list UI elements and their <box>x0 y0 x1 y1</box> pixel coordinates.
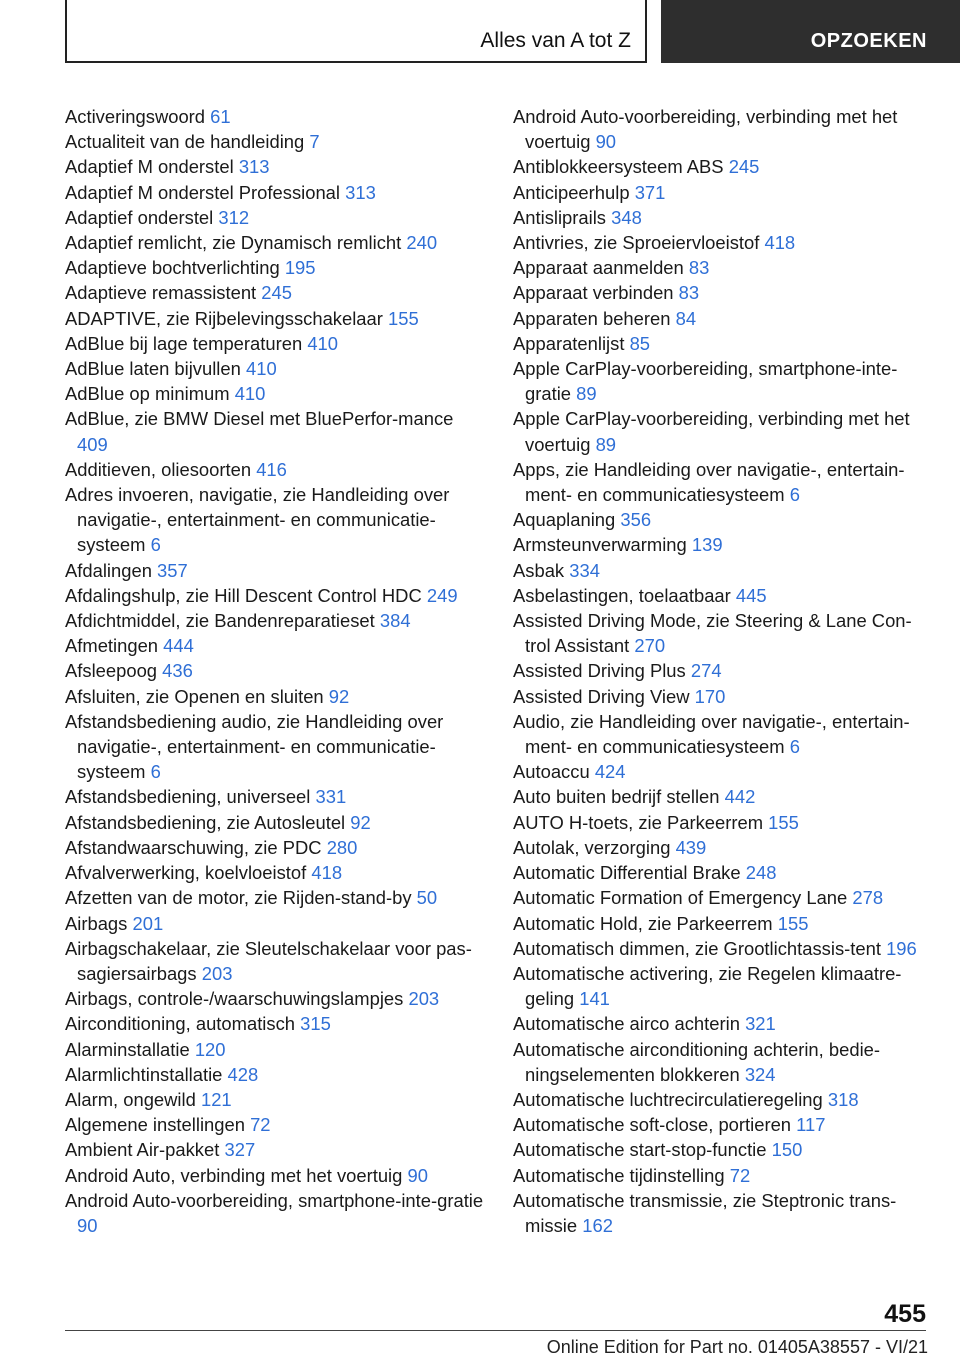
index-term: Apparaat aanmelden <box>513 257 684 279</box>
page-link[interactable]: 201 <box>132 912 164 934</box>
index-term: Afmetingen <box>65 635 159 657</box>
page-link[interactable]: 89 <box>576 383 597 405</box>
index-entry <box>513 230 933 255</box>
page-link[interactable]: 83 <box>688 257 710 279</box>
index-term: Android Auto, verbinding met het voertuig <box>65 1164 403 1186</box>
page-link[interactable]: 203 <box>201 962 233 984</box>
page-link[interactable]: 72 <box>729 1164 751 1186</box>
page-link[interactable]: 409 <box>77 433 108 455</box>
page-link[interactable]: 92 <box>328 685 350 707</box>
page-link[interactable]: 278 <box>852 887 884 909</box>
index-term: Adres invoeren, navigatie, zie Handleiding over navigatie-, entertainment- en communicatie-systeem <box>65 484 450 556</box>
index-term: Antivries, zie Sproeiervloeistof <box>513 232 760 254</box>
index-term: Automatische airconditioning achterin, bedie-ningselementen blokkeren <box>513 1038 881 1085</box>
index-term: Antiblokkeersysteem ABS <box>513 156 724 178</box>
page-link[interactable]: 324 <box>744 1063 776 1085</box>
index-entry <box>65 1137 485 1162</box>
index-term: Algemene instellingen <box>65 1114 245 1136</box>
index-entry <box>65 180 485 205</box>
index-entry <box>513 406 933 456</box>
page-link[interactable]: 155 <box>388 307 419 329</box>
page-link[interactable]: 6 <box>150 534 161 556</box>
index-entry <box>513 1188 933 1238</box>
index-entry <box>513 1137 933 1162</box>
index-term: Afsleepoog <box>65 660 158 682</box>
index-term: Afstandsbediening, universeel <box>65 786 311 808</box>
page-link[interactable]: 327 <box>224 1139 256 1161</box>
page-link[interactable]: 141 <box>579 988 610 1010</box>
index-term: Aquaplaning <box>513 509 616 531</box>
page-link[interactable]: 356 <box>620 509 652 531</box>
index-entry <box>65 230 485 255</box>
page-link[interactable]: 245 <box>728 156 760 178</box>
index-term: Afstandwaarschuwing, zie PDC <box>65 836 322 858</box>
page-link[interactable]: 85 <box>629 332 651 354</box>
index-entry <box>513 1011 933 1036</box>
page-link[interactable]: 117 <box>796 1114 826 1136</box>
page-link[interactable]: 331 <box>315 786 347 808</box>
index-term: Automatische transmissie, zie Steptronic trans-missie <box>513 1189 897 1236</box>
page-link[interactable]: 418 <box>764 232 796 254</box>
page-link[interactable]: 410 <box>234 383 266 405</box>
index-term: Assisted Driving Mode, zie Steering & Lane Con-trol Assistant <box>513 610 912 657</box>
index-term: Automatische luchtrecirculatieregeling <box>513 1088 823 1110</box>
page-link[interactable]: 150 <box>771 1139 803 1161</box>
index-term: ADAPTIVE, zie Rijbelevingsschakelaar <box>65 307 383 329</box>
page-link[interactable]: 120 <box>194 1038 226 1060</box>
index-term: Asbelastingen, toelaatbaar <box>513 584 731 606</box>
index-term: Apparatenlijst <box>513 332 625 354</box>
index-term: Apparaten beheren <box>513 307 671 329</box>
page-link[interactable]: 249 <box>426 584 458 606</box>
page-link[interactable]: 444 <box>163 635 194 657</box>
index-term: Alarm, ongewild <box>65 1088 196 1110</box>
index-term: Adaptieve bochtverlichting <box>65 257 280 279</box>
index-entry <box>65 1112 485 1137</box>
index-term: Afstandsbediening, zie Autosleutel <box>65 811 346 833</box>
page-link[interactable]: 270 <box>634 635 666 657</box>
page-link[interactable]: 313 <box>345 181 376 203</box>
page-link[interactable]: 72 <box>250 1114 271 1136</box>
index-entry <box>65 406 485 456</box>
index-term: Anticipeerhulp <box>513 181 630 203</box>
page-link[interactable]: 50 <box>416 887 438 909</box>
page-link[interactable]: 384 <box>379 610 411 632</box>
index-term: AUTO H-toets, zie Parkeerrem <box>513 811 764 833</box>
page-link[interactable]: 245 <box>261 282 292 304</box>
index-term: Automatic Hold, zie Parkeerrem <box>513 912 773 934</box>
index-term: Apparaat verbinden <box>513 282 674 304</box>
section-tab <box>65 0 647 63</box>
index-entry <box>65 860 485 885</box>
index-entry <box>65 810 485 835</box>
page-link[interactable]: 89 <box>595 433 617 455</box>
index-term: Apple CarPlay-voorbereiding, verbinding met het voertuig <box>513 408 910 455</box>
index-entry <box>513 154 933 179</box>
index-entry <box>513 835 933 860</box>
page-link[interactable]: 410 <box>245 358 277 380</box>
index-entry <box>65 936 485 986</box>
index-term: Autolak, verzorging <box>513 836 671 858</box>
index-term: Airbagschakelaar, zie Sleutelschakelaar voor pas-sagiersairbags <box>65 937 472 984</box>
index-term: Airbags <box>65 912 128 934</box>
index-term: AdBlue bij lage temperaturen <box>65 332 303 354</box>
index-term: Assisted Driving Plus <box>513 660 686 682</box>
index-entry <box>65 280 485 305</box>
index-term: AdBlue op minimum <box>65 383 230 405</box>
page-link[interactable]: 7 <box>309 131 320 153</box>
index-entry <box>65 608 485 633</box>
index-term: AdBlue laten bijvullen <box>65 358 241 380</box>
index-entry <box>65 633 485 658</box>
index-term: Automatic Differential Brake <box>513 862 741 884</box>
page-link[interactable]: 428 <box>227 1063 259 1085</box>
page-link[interactable]: 418 <box>311 862 343 884</box>
index-entry <box>65 331 485 356</box>
index-entry <box>65 129 485 154</box>
index-entry <box>513 1037 933 1087</box>
index-column-right <box>513 104 933 1238</box>
page-link[interactable]: 274 <box>690 660 722 682</box>
index-entry <box>513 608 933 658</box>
index-term: Afvalverwerking, koelvloeistof <box>65 862 307 884</box>
page-link[interactable]: 203 <box>408 988 440 1010</box>
page-link[interactable]: 312 <box>218 206 250 228</box>
index-term: Automatische tijdinstelling <box>513 1164 725 1186</box>
footer-divider <box>65 1330 926 1331</box>
index-term: Afsluiten, zie Openen en sluiten <box>65 685 324 707</box>
index-entry <box>513 810 933 835</box>
index-term: Adaptief M onderstel Professional <box>65 181 340 203</box>
index-entry <box>65 784 485 809</box>
index-entry <box>513 558 933 583</box>
index-entry <box>65 356 485 381</box>
page-link[interactable]: 313 <box>238 156 270 178</box>
index-entry <box>513 936 933 961</box>
lookup-tab-label: OPZOEKEN <box>810 30 927 52</box>
index-term: AdBlue, zie BMW Diesel met BluePerfor-mance <box>65 408 454 430</box>
index-entry <box>65 986 485 1011</box>
index-entry <box>513 255 933 280</box>
index-term: Android Auto-voorbereiding, verbinding met het voertuig <box>513 106 898 153</box>
index-entry <box>65 911 485 936</box>
index-term: Afdalingshulp, zie Hill Descent Control HDC <box>65 584 422 606</box>
page-link[interactable]: 280 <box>326 836 358 858</box>
index-term: Activeringswoord <box>65 106 206 127</box>
index-entry <box>65 255 485 280</box>
index-term: Automatische airco achterin <box>513 1013 740 1035</box>
page-link[interactable]: 195 <box>284 257 316 279</box>
index-term: Afstandsbediening audio, zie Handleiding over navigatie-, entertainment- en communicatie-systeem <box>65 710 444 783</box>
index-term: Automatische activering, zie Regelen klimaatre-geling <box>513 962 902 1010</box>
page-link[interactable]: 436 <box>162 660 193 682</box>
page-number: 455 <box>884 1300 926 1328</box>
index-term: Adaptief M onderstel <box>65 156 234 178</box>
index-entry <box>513 583 933 608</box>
index-entry <box>65 1087 485 1112</box>
index-entry <box>513 1087 933 1112</box>
page-link[interactable]: 90 <box>77 1214 98 1236</box>
page-link[interactable]: 248 <box>745 862 777 884</box>
index-entry <box>65 1163 485 1188</box>
index-term: Apps, zie Handleiding over navigatie-, entertain-ment- en communicatiesysteem <box>513 458 905 506</box>
index-term: Automatische soft-close, portieren <box>513 1114 792 1136</box>
page-link[interactable]: 83 <box>678 282 700 304</box>
index-entry <box>513 1112 933 1137</box>
index-entry <box>65 835 485 860</box>
index-entry <box>65 1188 485 1238</box>
index-entry <box>513 331 933 356</box>
index-entry <box>513 104 933 154</box>
page-link[interactable]: 357 <box>157 559 188 581</box>
page-link[interactable]: 240 <box>406 232 438 254</box>
index-term: Additieven, oliesoorten <box>65 458 252 480</box>
index-entry <box>65 457 485 482</box>
index-term: Asbak <box>513 559 565 581</box>
page-link[interactable]: 348 <box>611 206 642 228</box>
footer-edition-text: Online Edition for Part no. 01405A38557 - VI/21 <box>546 1337 928 1357</box>
index-entry <box>513 507 933 532</box>
index-term: Afzetten van de motor, zie Rijden-stand-by <box>65 887 412 909</box>
index-term: Assisted Driving View <box>513 685 690 707</box>
page-link[interactable]: 84 <box>675 307 697 329</box>
index-entry <box>513 205 933 230</box>
index-column-left <box>65 104 485 1238</box>
index-entry <box>513 306 933 331</box>
page-link[interactable]: 6 <box>789 736 800 758</box>
index-entry <box>513 784 933 809</box>
page-link[interactable]: 170 <box>694 685 726 707</box>
index-entry <box>65 104 485 129</box>
page-link[interactable]: 92 <box>350 811 371 833</box>
page-link[interactable]: 445 <box>735 584 767 606</box>
page-link[interactable]: 6 <box>150 761 161 783</box>
index-entry <box>513 1163 933 1188</box>
index-term: Automatisch dimmen, zie Grootlichtassis-tent <box>513 937 881 959</box>
index-term: Airconditioning, automatisch <box>65 1013 296 1035</box>
index-entry <box>513 180 933 205</box>
index-entry <box>65 154 485 179</box>
section-label: Alles van A tot Z <box>480 29 631 52</box>
index-term: Automatische start-stop-functie <box>513 1139 767 1161</box>
index-entry <box>513 860 933 885</box>
index-entry <box>513 356 933 406</box>
index-term: Ambient Air-pakket <box>65 1139 220 1161</box>
page-link[interactable]: 155 <box>768 811 799 833</box>
page-link[interactable]: 90 <box>595 131 617 153</box>
page-link[interactable]: 61 <box>210 106 231 127</box>
index-entry <box>65 583 485 608</box>
index-entry <box>65 1037 485 1062</box>
index-entry <box>65 885 485 910</box>
page-link[interactable]: 315 <box>300 1013 331 1035</box>
index-entry <box>513 280 933 305</box>
index-term: Adaptieve remassistent <box>65 282 257 304</box>
index-entry <box>513 658 933 683</box>
index-term: Actualiteit van de handleiding <box>65 131 305 153</box>
index-term: Afdichtmiddel, zie Bandenreparatieset <box>65 610 375 632</box>
index-entry <box>65 306 485 331</box>
index-entry <box>65 482 485 558</box>
page-link[interactable]: 321 <box>745 1013 776 1035</box>
index-entry <box>513 457 933 507</box>
index-term: Airbags, controle-/waarschuwingslampjes <box>65 988 404 1010</box>
index-term: Android Auto-voorbereiding, smartphone-inte-gratie <box>65 1189 484 1211</box>
page-link[interactable]: 416 <box>256 458 287 480</box>
page-link[interactable]: 155 <box>777 912 809 934</box>
index-term: Alarmlichtinstallatie <box>65 1063 223 1085</box>
index-entry <box>65 381 485 406</box>
index-entry <box>65 684 485 709</box>
index-term: Antisliprails <box>513 206 607 228</box>
index-entry <box>513 684 933 709</box>
index-term: Alarminstallatie <box>65 1038 190 1060</box>
index-entry <box>513 532 933 557</box>
page-link[interactable]: 162 <box>582 1214 613 1236</box>
page-link[interactable]: 90 <box>407 1164 428 1186</box>
page-link[interactable]: 439 <box>675 836 707 858</box>
page-link[interactable]: 442 <box>724 786 756 808</box>
index-entry <box>65 709 485 785</box>
page-link[interactable]: 410 <box>307 332 338 354</box>
index-entry <box>65 1062 485 1087</box>
index-entry <box>513 885 933 910</box>
index-entry <box>513 759 933 784</box>
page-link[interactable]: 121 <box>200 1088 232 1110</box>
index-term: Automatic Formation of Emergency Lane <box>513 887 848 909</box>
index-term: Autoaccu <box>513 761 590 783</box>
index-term: Afdalingen <box>65 559 152 581</box>
page-link[interactable]: 334 <box>569 559 600 581</box>
page-link[interactable]: 371 <box>634 181 666 203</box>
index-entry <box>65 205 485 230</box>
page-link[interactable]: 139 <box>691 534 723 556</box>
index-term: Armsteunverwarming <box>513 534 687 556</box>
index-entry <box>65 1011 485 1036</box>
index-entry <box>65 558 485 583</box>
index-term: Audio, zie Handleiding over navigatie-, entertain-ment- en communicatiesysteem <box>513 710 910 758</box>
index-term: Adaptief onderstel <box>65 206 214 228</box>
page-link[interactable]: 318 <box>827 1088 859 1110</box>
page-link[interactable]: 6 <box>789 484 800 506</box>
index-term: Apple CarPlay-voorbereiding, smartphone-inte-gratie <box>513 358 898 405</box>
page-link[interactable]: 196 <box>886 937 917 959</box>
lookup-tab[interactable] <box>661 0 960 63</box>
index-entry <box>513 709 933 759</box>
index-entry <box>513 911 933 936</box>
index-entry <box>65 658 485 683</box>
index-entry <box>513 961 933 1011</box>
index-term: Auto buiten bedrijf stellen <box>513 786 720 808</box>
page-link[interactable]: 424 <box>594 761 626 783</box>
index-term: Adaptief remlicht, zie Dynamisch remlicht <box>65 232 402 254</box>
